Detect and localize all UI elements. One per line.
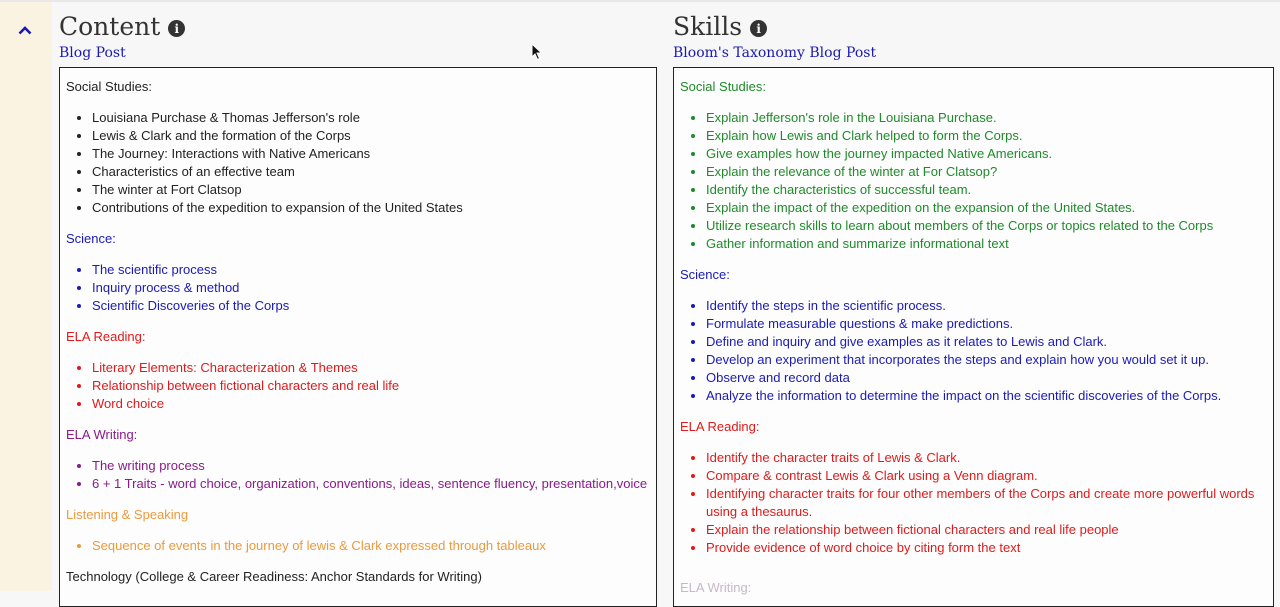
list-item: • Identifying character traits for four other members of the Corps and create more powerful words using a thesaurus. [706,485,1267,521]
list-item: • The Journey: Interactions with Native Americans [92,145,650,163]
content-box [59,67,657,607]
section-title-listening-speaking: Listening & Speaking [66,507,189,522]
content-heading [59,10,657,44]
list-item: • Analyze the information to determine the impact on the scientific discoveries of the Corps. [706,387,1267,405]
science-list [680,297,1267,405]
info-icon[interactable]: i [750,20,767,37]
list-item: • Word choice [92,395,650,413]
list-item: • Define and inquiry and give examples as it relates to Lewis and Clark. [706,333,1267,351]
ela-reading-list [66,359,650,413]
list-item: • Gather information and summarize informational text [706,235,1267,253]
list-item: • Explain how Lewis and Clark helped to form the Corps. [706,127,1267,145]
section-title-science: Science: [66,231,116,246]
collapse-button[interactable] [14,20,36,40]
social-studies-list [66,109,650,217]
list-item: • Contributions of the expedition to expansion of the United States [92,199,650,217]
skills-box [673,67,1274,607]
section-title-ela-reading: ELA Reading: [66,329,146,344]
list-item: • Scientific Discoveries of the Corps [92,297,650,315]
section-title-ela-writing: ELA Writing: [680,580,752,595]
section-title-social-studies: Social Studies: [66,79,152,94]
ela-writing-list [66,457,650,493]
list-item: • The scientific process [92,261,650,279]
list-item: • Literary Elements: Characterization & Themes [92,359,650,377]
list-item: • Explain the relevance of the winter at For Clatsop? [706,163,1267,181]
info-icon[interactable]: i [168,20,185,37]
list-item: • Characteristics of an effective team [92,163,650,181]
skills-heading [673,10,1274,44]
section-title-science: Science: [680,267,730,282]
content-subtitle-link[interactable]: Blog Post [59,45,126,61]
skills-column [673,10,1274,607]
list-item: • The winter at Fort Clatsop [92,181,650,199]
social-studies-list [680,109,1267,253]
list-item: • Identify the steps in the scientific process. [706,297,1267,315]
list-item: • Sequence of events in the journey of lewis & Clark expressed through tableaux [92,537,650,555]
list-item: • Observe and record data [706,369,1267,387]
content-column [59,10,657,607]
list-item: • Formulate measurable questions & make predictions. [706,315,1267,333]
section-title-technology: Technology (College & Career Readiness: Anchor Standards for Writing) [66,569,482,584]
left-gutter [0,2,52,591]
section-title-ela-reading: ELA Reading: [680,419,760,434]
list-item: • Explain the relationship between fictional characters and real life people [706,521,1267,539]
ela-reading-list [680,449,1267,557]
list-item: • Explain Jefferson's role in the Louisiana Purchase. [706,109,1267,127]
section-title-social-studies: Social Studies: [680,79,766,94]
list-item: • The writing process [92,457,650,475]
list-item: • Explain the impact of the expedition on the expansion of the United States. [706,199,1267,217]
listening-speaking-list [66,537,650,555]
mouse-cursor-icon [531,43,543,61]
list-item: • Give examples how the journey impacted Native Americans. [706,145,1267,163]
skills-subtitle-link[interactable]: Bloom's Taxonomy Blog Post [673,45,877,61]
list-item: • Compare & contrast Lewis & Clark using a Venn diagram. [706,467,1267,485]
list-item: • Develop an experiment that incorporates the steps and explain how you would set it up. [706,351,1267,369]
list-item: • Louisiana Purchase & Thomas Jefferson's role [92,109,650,127]
skills-title: Skills [673,12,743,41]
list-item: • Utilize research skills to learn about members of the Corps or topics related to the Corps [706,217,1267,235]
list-item: • Inquiry process & method [92,279,650,297]
top-border [0,0,1280,2]
list-item: • Provide evidence of word choice by citing form the text [706,539,1267,557]
science-list [66,261,650,315]
section-title-ela-writing: ELA Writing: [66,427,138,442]
list-item: • Identify the characteristics of successful team. [706,181,1267,199]
list-item: • Lewis & Clark and the formation of the Corps [92,127,650,145]
content-title: Content [59,12,161,41]
chevron-up-icon [18,26,32,35]
list-item: • 6 + 1 Traits - word choice, organization, conventions, ideas, sentence fluency, presentation,voice [92,475,650,493]
list-item: • Identify the character traits of Lewis & Clark. [706,449,1267,467]
list-item: • Relationship between fictional characters and real life [92,377,650,395]
